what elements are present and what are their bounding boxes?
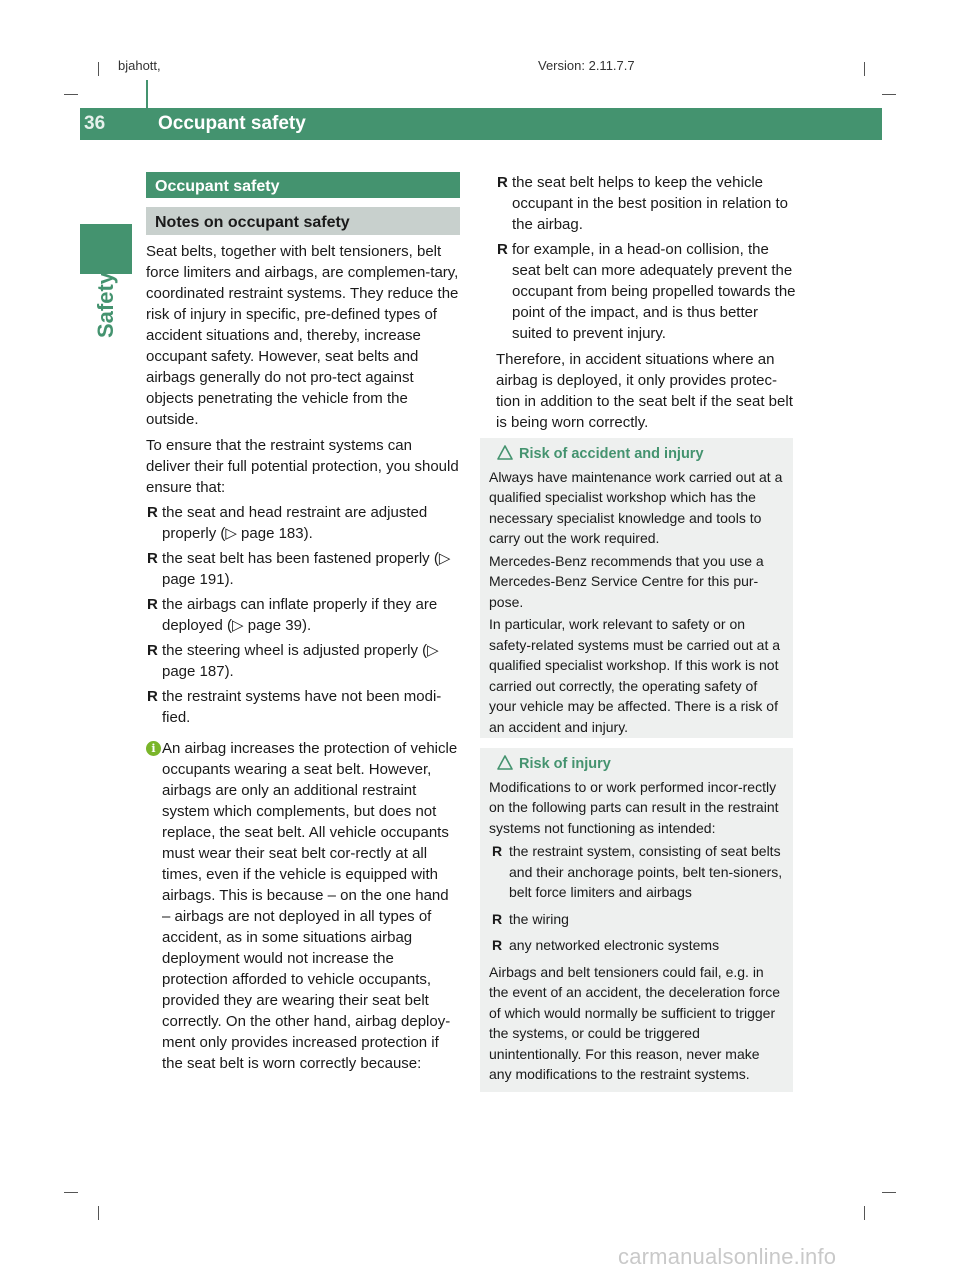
crop-mark bbox=[98, 62, 99, 76]
warning-title: Risk of injury bbox=[489, 754, 784, 775]
warning-title: Risk of accident and injury bbox=[489, 444, 784, 465]
subsection-heading: Notes on occupant safety bbox=[146, 207, 460, 235]
crop-mark bbox=[882, 1192, 896, 1193]
warning-box-injury bbox=[480, 748, 793, 1092]
page-number: 36 bbox=[84, 113, 106, 134]
list-item: R the wiring bbox=[492, 910, 569, 927]
therefore-paragraph: Therefore, in accident situations where an airbag is deployed, it only provides protec-tion in addition to the seat belt if the seat belt is being worn correctly. bbox=[496, 351, 793, 431]
crop-mark bbox=[864, 1206, 865, 1220]
warning-paragraph: Always have maintenance work carried out at a qualified specialist workshop which has the necessary specialist knowledge and tools to carry out the work required. bbox=[489, 468, 783, 546]
crop-mark bbox=[64, 94, 78, 95]
warning-paragraph: In particular, work relevant to safety or on safety-related systems must be carried out at a qualified specialist workshop. If this work is not carried out correctly, the operating safety of your vehicle may be affected. There is a risk of an accident and injury. bbox=[489, 616, 781, 735]
section-heading: Occupant safety bbox=[146, 172, 460, 198]
list-item: R the steering wheel is adjusted properly (▷ page 187). bbox=[147, 642, 439, 680]
warning-triangle-icon bbox=[497, 445, 513, 460]
warning-paragraph: Mercedes-Benz recommends that you use a Mercedes-Benz Service Centre for this pur-pose. bbox=[489, 552, 764, 610]
warning-triangle-icon bbox=[497, 755, 513, 770]
page-title: Occupant safety bbox=[158, 113, 306, 134]
list-item: R the seat belt helps to keep the vehicle occupant in the best position in relation to the airbag. bbox=[497, 174, 789, 233]
crop-mark bbox=[64, 1192, 78, 1193]
intro-paragraph: Seat belts, together with belt tensioners, belt force limiters and airbags, are complemen-tary, coordinated restraint systems. They reduce the risk of injury in specific, pre-defined types of accident situations and, thereby, increase occupant safety. However, seat belts and airbags generally do not pro-tect against objects penetrating the vehicle from the outside. bbox=[146, 243, 459, 428]
print-info-right: Version: 2.11.7.7 bbox=[538, 58, 635, 73]
list-item: R any networked electronic systems bbox=[492, 937, 720, 953]
crop-mark bbox=[882, 94, 896, 95]
ensure-paragraph: To ensure that the restraint systems can deliver their full potential protection, you should ensure that: bbox=[146, 437, 459, 496]
warning-paragraph: Modifications to or work performed incor-rectly on the following parts can result in the restraint systems not functioning as intended: bbox=[489, 778, 779, 836]
list-item: R the airbags can inflate properly if they are deployed (▷ page 39). bbox=[147, 596, 438, 634]
crop-mark bbox=[864, 62, 865, 76]
warning-paragraph: Airbags and belt tensioners could fail, e.g. in the event of an accident, the deceleration force of which would normally be sufficient to trigger the systems, or could be triggered unintentionally. For this reason, never make any modifications to the restraint systems. bbox=[489, 963, 781, 1082]
crop-mark bbox=[98, 1206, 99, 1220]
side-tab-block bbox=[80, 224, 132, 274]
header-divider bbox=[146, 80, 148, 140]
list-item: R the seat and head restraint are adjusted properly (▷ page 183). bbox=[147, 504, 428, 542]
print-info-left: bjahott, bbox=[118, 58, 161, 73]
watermark: carmanualsonline.info bbox=[618, 1244, 837, 1269]
right-column bbox=[496, 172, 796, 433]
left-column bbox=[146, 172, 460, 1074]
info-note: i An airbag increases the protection of vehicle occupants wearing a seat belt. However, airbags are only an additional restraint system which complements, but does not replace, the seat belt. All vehicle occupants must wear their seat belt cor-rectly at all times, even if the vehicle is equipped with airbags. This is because – on the one hand – airbags are not deployed in all types of accident, as in some situations airbag deployment would not increase the protection afforded to vehicle occupants, provided they are wearing their seat belt correctly. On the other hand, airbag deploy-ment only provides increased protection if the seat belt is worn correctly because: bbox=[146, 738, 460, 1074]
list-item: R the restraint system, consisting of seat belts and their anchorage points, belt ten-sioners, belt force limiters and airbags bbox=[492, 843, 783, 900]
list-item: R for example, in a head-on collision, the seat belt can more adequately prevent the occupant from being propelled towards the point of the impact, and is thus better suited to prevent injury. bbox=[497, 241, 796, 342]
list-item: R the restraint systems have not been modi-fied. bbox=[147, 688, 442, 726]
list-item: R the seat belt has been fastened properly (▷ page 191). bbox=[147, 550, 451, 588]
warning-box-accident bbox=[480, 438, 793, 738]
info-icon: i bbox=[146, 741, 161, 756]
side-tab-label: Safety bbox=[93, 271, 118, 339]
